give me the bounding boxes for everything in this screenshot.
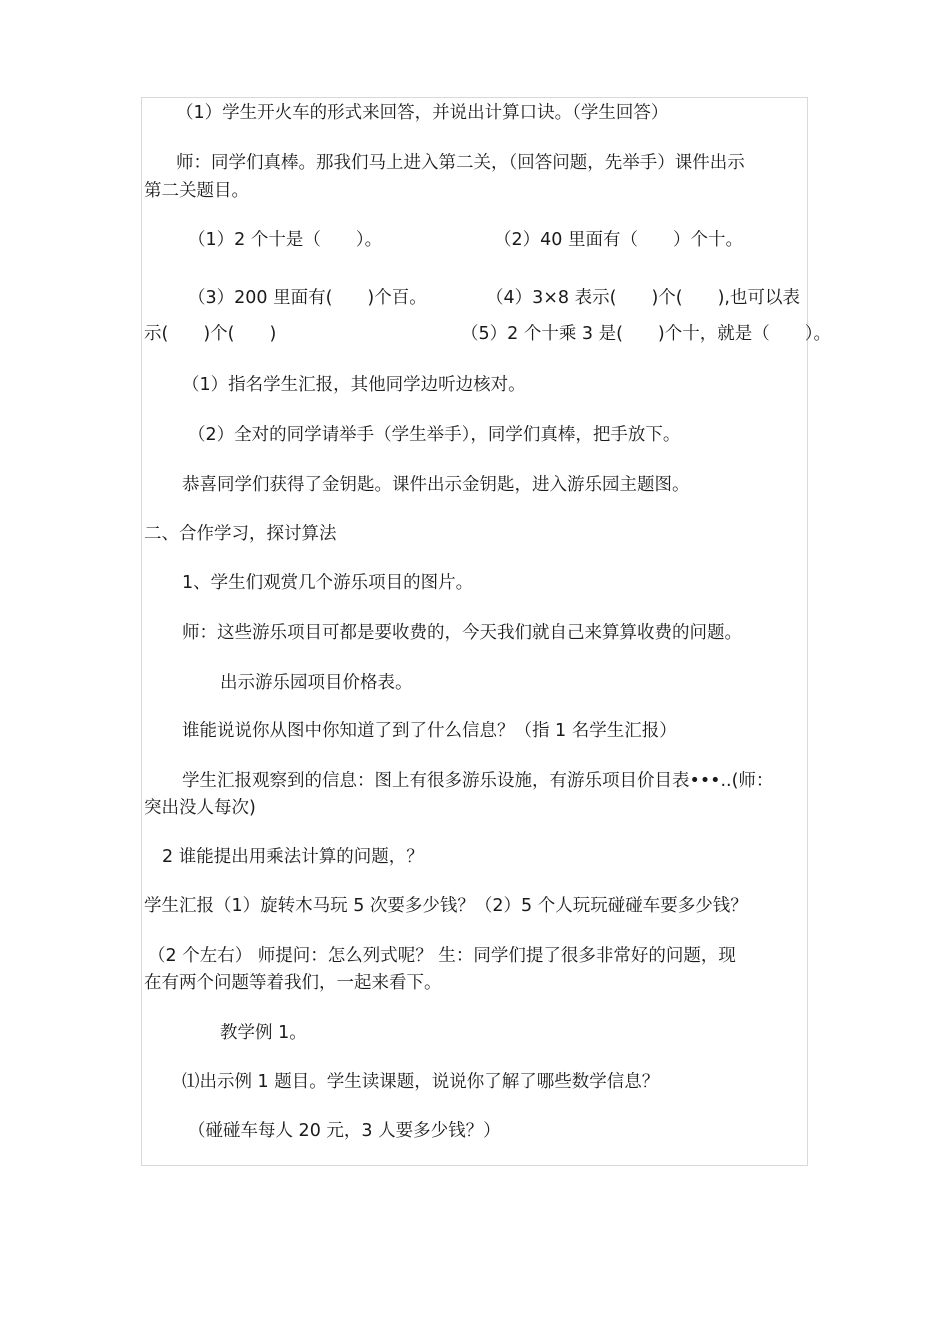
text-line: 第二关题目。 (144, 181, 249, 201)
text-line: 出示游乐园项目价格表。 (220, 673, 413, 693)
text-line: 师：这些游乐项目可都是要收费的，今天我们就自己来算算收费的问题。 (182, 623, 742, 643)
text-line: 谁能说说你从图中你知道了到了什么信息？（指 1 名学生汇报） (182, 721, 677, 741)
text-line: （3）200 里面有( )个百。 (188, 288, 427, 308)
text-line: （2）全对的同学请举手（学生举手），同学们真棒，把手放下。 (188, 425, 681, 445)
text-line: 恭喜同学们获得了金钥匙。课件出示金钥匙，进入游乐园主题图。 (182, 475, 690, 495)
text-line: 师：同学们真棒。那我们马上进入第二关，（回答问题，先举手）课件出示 (176, 153, 745, 173)
text-line: （1）2 个十是（ ）。 (188, 230, 383, 250)
text-line: （2 个左右） 师提问：怎么列式呢？ 生：同学们提了很多非常好的问题，现 (148, 946, 736, 966)
text-line: （2）40 里面有（ ）个十。 (494, 230, 743, 250)
text-line: （碰碰车每人 20 元，3 人要多少钱？） (188, 1121, 501, 1141)
text-line: 示( )个( ) (144, 324, 277, 344)
text-line: 1、学生们观赏几个游乐项目的图片。 (182, 573, 474, 593)
text-line: （5）2 个十乘 3 是( )个十，就是（ ）。 (461, 324, 831, 344)
text-line: 学生汇报观察到的信息：图上有很多游乐设施，有游乐项目价目表•••..(师： (182, 771, 774, 791)
text-line: 学生汇报（1）旋转木马玩 5 次要多少钱？（2）5 个人玩玩碰碰车要多少钱？ (144, 896, 748, 916)
text-line: 突出没人每次) (144, 798, 256, 818)
text-line: ⑴出示例 1 题目。学生读课题，说说你了解了哪些数学信息？ (182, 1072, 660, 1092)
text-line: （1）学生开火车的形式来回答，并说出计算口诀。（学生回答） (176, 103, 669, 123)
text-line: （1）指名学生汇报，其他同学边听边核对。 (182, 375, 526, 395)
section-heading: 二、合作学习，探讨算法 (144, 524, 337, 544)
text-line: 教学例 1。 (220, 1023, 307, 1043)
text-line: 2 谁能提出用乘法计算的问题，？ (162, 847, 424, 867)
text-line: 在有两个问题等着我们，一起来看下。 (144, 973, 442, 993)
text-line: （4）3×8 表示( )个( ),也可以表 (486, 288, 800, 308)
